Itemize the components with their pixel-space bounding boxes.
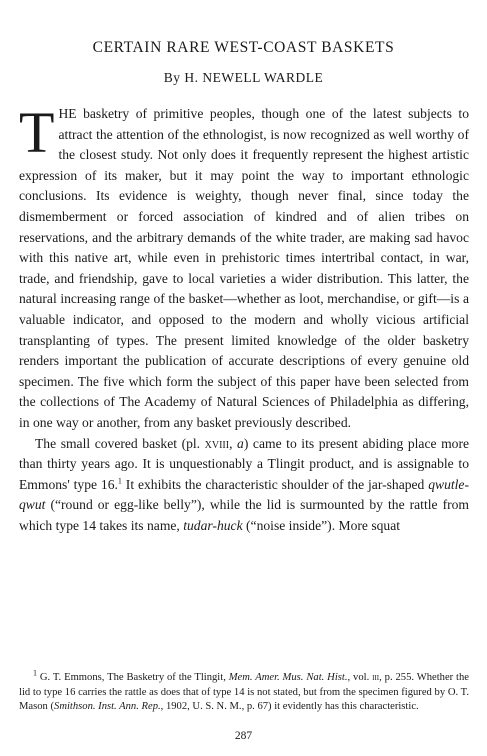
term-qwutle-qwut: qwutle-qwut — [19, 476, 469, 513]
footnote-1: $^1$ G. T. Emmons, The Basketry of the Tlingit, Mem. Amer. Mus. Nat. Hist., vol. iii, p. 255. Whether the lid to type 16 carries the rattle as does that of type 14 is not stated, but from the specimen figured by O. T. Mason (Smithson. Inst. Ann. Rep., 1902, U. S. N. M., p. 67) it evidently has this characteristic. — [19, 668, 470, 713]
drop-cap: T — [19, 100, 55, 165]
footnotes — [19, 668, 470, 715]
volume-number: iii — [372, 672, 380, 683]
byline: By H. NEWELL WARDLE — [163, 70, 324, 85]
term-tudar-huck: tudar-huck — [183, 517, 243, 533]
footnote-mark: 1 — [33, 668, 37, 678]
plate-letter: a — [237, 435, 244, 451]
citation-1: Mem. Amer. Mus. Nat. Hist. — [228, 672, 348, 683]
lead-word: HE — [58, 106, 77, 121]
footnote-ref[interactable]: 1 — [117, 476, 122, 486]
citation-2: Smithson. Inst. Ann. Rep. — [54, 701, 161, 713]
plate-ref: xviii — [204, 435, 230, 451]
page-number: 287 — [234, 730, 253, 742]
paragraph-1 — [19, 100, 469, 434]
paragraph-2: The small covered basket (pl. xviii, a) came to its present abiding place more than thirty years ago. It is unquestionably a Tlingit product, and is assignable to Emmons' type 16.$^1$ It exhibits the characteristic shoulder of the jar-shaped qwutle-qwut (“round or egg-like belly”), while the lid is surmounted by the rattle from which type 14 takes its name, tudar-huck (“noise inside”). More squat — [19, 435, 470, 533]
paragraph-1-text: basketry of primitive peoples, though one of the latest subjects to attract the attention of the ethnologist, is now recognized as well worthy of the closest study. Not only does it frequently represent the highest artistic expression of its maker, but it may point the way to important ethnologic conclusions. Its evidence is weighty, though never final, since today the dismemberment or forced association of kindred and of alien tribes on reservations, and the arbitrary demands of the white trader, are making sad havoc with this native art, while even in prehistoric times intertribal contact, in war, trade, and friendship, gave to local varieties a wider distribution. This latter, the natural increasing range of the basket—whether as loot, merchandise, or gift—is a valuable indicator, and opposed to the modern and wholly vicious artificial transplanting of types. The present limited knowledge of the older basketry renders important the publication of accurate descriptions of every genuine old specimen. The five which form the subject of this paper have been selected from the collections of The Academy of Natural Sciences of Philadelphia as differing, in one way or another, from any basket previously described. — [19, 106, 469, 430]
article-body — [19, 100, 470, 536]
article-title: CERTAIN RARE WEST-COAST BASKETS — [92, 39, 395, 56]
